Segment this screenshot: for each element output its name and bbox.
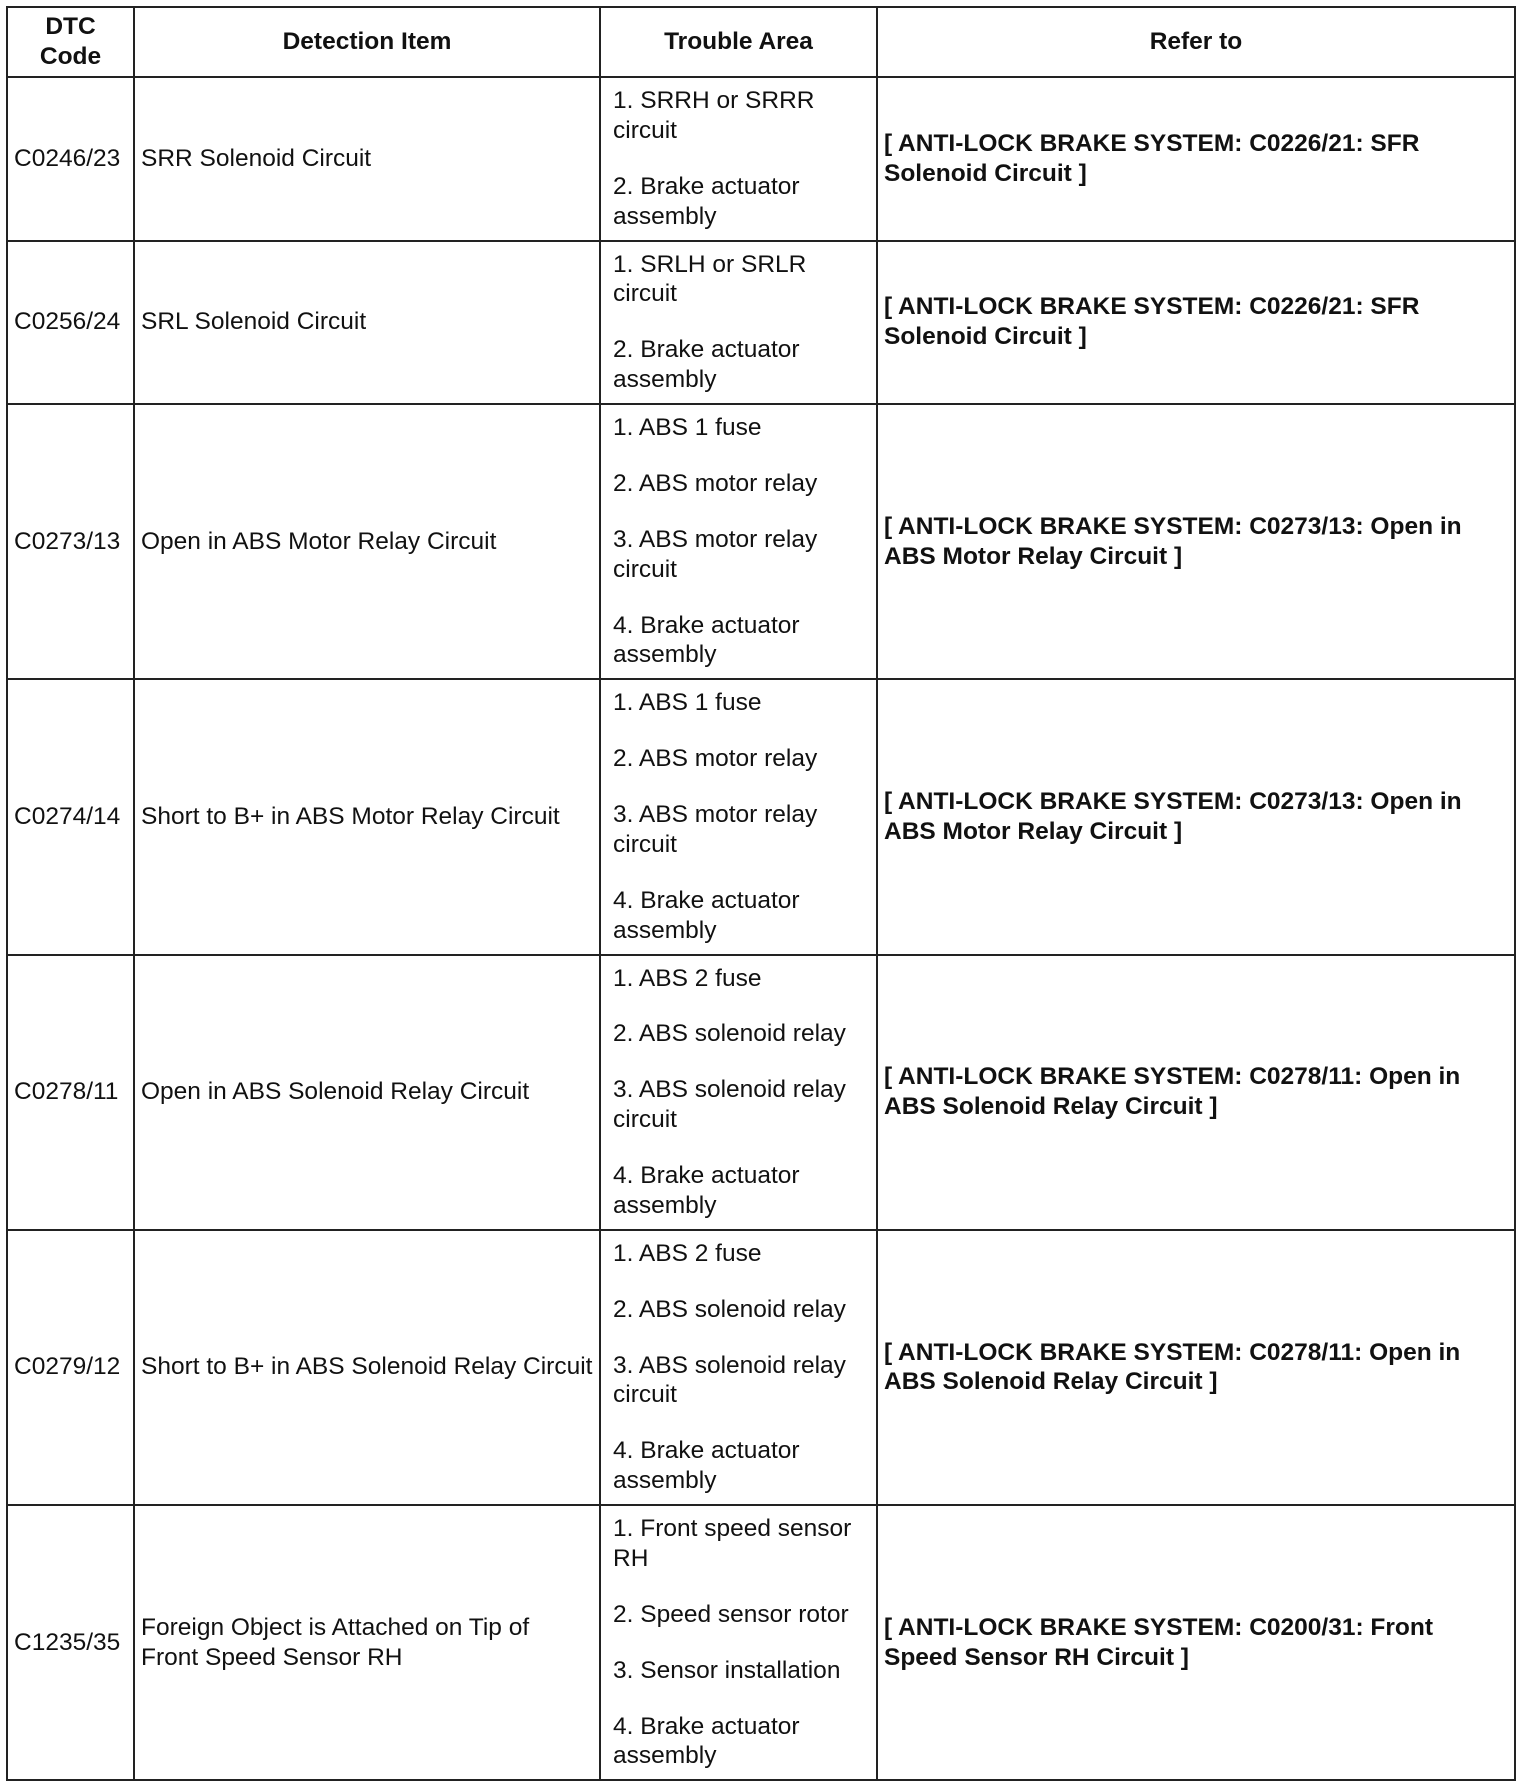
table-row xyxy=(7,679,1515,954)
header-dtc-code: DTC Code xyxy=(7,7,134,77)
table-row xyxy=(7,77,1515,241)
table-row xyxy=(7,1505,1515,1780)
trouble-area-item: 4. Brake actuator assembly xyxy=(613,611,800,669)
dtc-code-cell: C0273/13 xyxy=(7,404,134,679)
detection-item-cell: Short to B+ in ABS Solenoid Relay Circuit xyxy=(134,1230,600,1505)
table-header-row xyxy=(7,7,1515,77)
trouble-area-cell xyxy=(600,1230,877,1505)
trouble-area-cell xyxy=(600,241,877,405)
table-row xyxy=(7,955,1515,1230)
refer-link[interactable]: [ ANTI-LOCK BRAKE SYSTEM: C0226/21: SFR Solenoid Circuit ] xyxy=(877,241,1515,405)
trouble-area-item: 2. Brake actuator assembly xyxy=(613,172,800,230)
refer-link[interactable]: [ ANTI-LOCK BRAKE SYSTEM: C0226/21: SFR Solenoid Circuit ] xyxy=(877,77,1515,241)
trouble-area-item: 2. Brake actuator assembly xyxy=(613,336,800,394)
trouble-area-item: 3. ABS solenoid relay circuit xyxy=(613,1351,846,1409)
detection-item-cell: SRL Solenoid Circuit xyxy=(134,241,600,405)
trouble-area-item: 2. Speed sensor rotor xyxy=(613,1600,849,1628)
table-row xyxy=(7,1230,1515,1505)
refer-link[interactable]: [ ANTI-LOCK BRAKE SYSTEM: C0273/13: Open in ABS Motor Relay Circuit ] xyxy=(877,404,1515,679)
trouble-area-item: 1. ABS 1 fuse xyxy=(613,689,762,717)
table-row xyxy=(7,404,1515,679)
detection-item-cell: Short to B+ in ABS Motor Relay Circuit xyxy=(134,679,600,954)
trouble-area-item: 3. ABS motor relay circuit xyxy=(613,801,818,858)
header-trouble-area: Trouble Area xyxy=(600,7,877,77)
trouble-area-item: 2. ABS motor relay xyxy=(613,469,818,497)
trouble-area-item: 1. ABS 2 fuse xyxy=(613,1239,762,1267)
trouble-area-item: 2. ABS solenoid relay xyxy=(613,1295,846,1323)
table-row xyxy=(7,241,1515,405)
dtc-code-cell: C0256/24 xyxy=(7,241,134,405)
trouble-area-item: 4. Brake actuator assembly xyxy=(613,886,800,944)
trouble-area-item: 2. ABS motor relay xyxy=(613,745,818,773)
trouble-area-item: 1. Front speed sensor RH xyxy=(613,1515,852,1572)
trouble-area-item: 3. Sensor installation xyxy=(613,1656,841,1684)
trouble-area-item: 3. ABS motor relay circuit xyxy=(613,525,818,583)
detection-item-cell: SRR Solenoid Circuit xyxy=(134,77,600,241)
trouble-area-item: 1. SRRH or SRRR circuit xyxy=(613,87,815,144)
refer-link[interactable]: [ ANTI-LOCK BRAKE SYSTEM: C0278/11: Open in ABS Solenoid Relay Circuit ] xyxy=(877,955,1515,1230)
detection-item-cell: Open in ABS Motor Relay Circuit xyxy=(134,404,600,679)
trouble-area-item: 1. ABS 2 fuse xyxy=(613,964,762,992)
trouble-area-cell xyxy=(600,1505,877,1780)
dtc-code-cell: C0279/12 xyxy=(7,1230,134,1505)
refer-link[interactable]: [ ANTI-LOCK BRAKE SYSTEM: C0273/13: Open in ABS Motor Relay Circuit ] xyxy=(877,679,1515,954)
dtc-code-cell: C0274/14 xyxy=(7,679,134,954)
refer-link[interactable]: [ ANTI-LOCK BRAKE SYSTEM: C0200/31: Front Speed Sensor RH Circuit ] xyxy=(877,1505,1515,1780)
dtc-table xyxy=(6,6,1516,1781)
trouble-area-item: 4. Brake actuator assembly xyxy=(613,1712,800,1770)
trouble-area-item: 2. ABS solenoid relay xyxy=(613,1020,846,1048)
detection-item-cell: Foreign Object is Attached on Tip of Front Speed Sensor RH xyxy=(134,1505,600,1780)
trouble-area-item: 1. ABS 1 fuse xyxy=(613,414,762,441)
header-refer-to: Refer to xyxy=(877,7,1515,77)
dtc-code-cell: C0278/11 xyxy=(7,955,134,1230)
trouble-area-cell xyxy=(600,679,877,954)
detection-item-cell: Open in ABS Solenoid Relay Circuit xyxy=(134,955,600,1230)
trouble-area-item: 1. SRLH or SRLR circuit xyxy=(613,250,807,308)
trouble-area-item: 4. Brake actuator assembly xyxy=(613,1437,800,1495)
refer-link[interactable]: [ ANTI-LOCK BRAKE SYSTEM: C0278/11: Open in ABS Solenoid Relay Circuit ] xyxy=(877,1230,1515,1505)
trouble-area-item: 4. Brake actuator assembly xyxy=(613,1162,800,1219)
trouble-area-cell xyxy=(600,77,877,241)
dtc-code-cell: C1235/35 xyxy=(7,1505,134,1780)
header-detection-item: Detection Item xyxy=(134,7,600,77)
trouble-area-cell xyxy=(600,955,877,1230)
dtc-code-cell: C0246/23 xyxy=(7,77,134,241)
trouble-area-cell xyxy=(600,404,877,679)
trouble-area-item: 3. ABS solenoid relay circuit xyxy=(613,1076,846,1134)
